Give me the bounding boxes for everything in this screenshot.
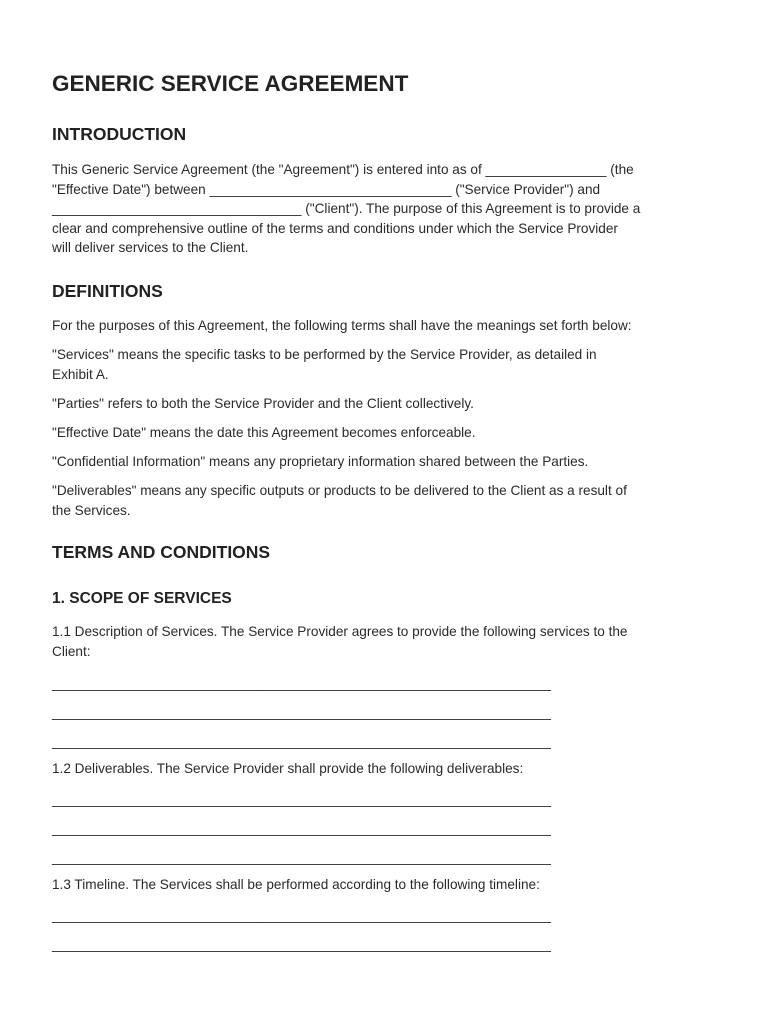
definitions-heading: DEFINITIONS bbox=[52, 281, 163, 301]
definition-services bbox=[52, 345, 720, 384]
definition-line: the Services. bbox=[52, 502, 131, 518]
introduction-line: clear and comprehensive outline of the terms and conditions under which the Service Provider bbox=[52, 220, 618, 236]
definition-line: "Parties" refers to both the Service Provider and the Client collectively. bbox=[52, 396, 474, 411]
definitions-intro-line: For the purposes of this Agreement, the following terms shall have the meanings set forth below: bbox=[52, 318, 632, 333]
definition-line: Exhibit A. bbox=[52, 366, 109, 382]
deliverables-blank-line[interactable]: __________________________________________________________________ bbox=[52, 821, 551, 836]
definition-confidential-information bbox=[52, 452, 720, 472]
clause-line: 1.2 Deliverables. The Service Provider shall provide the following deliverables: bbox=[52, 761, 524, 776]
clause-1-1 bbox=[52, 622, 720, 661]
introduction-line: _________________________________ ("Client"). The purpose of this Agreement is to provide a bbox=[52, 201, 641, 216]
introduction-paragraph bbox=[52, 160, 720, 258]
definition-line: "Confidential Information" means any proprietary information shared between the Parties. bbox=[52, 454, 589, 469]
services-blank-line[interactable]: __________________________________________________________________ bbox=[52, 676, 551, 691]
definition-line: "Services" means the specific tasks to be performed by the Service Provider, as detailed in bbox=[52, 347, 597, 362]
definition-parties bbox=[52, 394, 720, 414]
document-title: GENERIC SERVICE AGREEMENT bbox=[52, 71, 409, 96]
definitions-intro bbox=[52, 316, 720, 336]
services-blank-line[interactable]: __________________________________________________________________ bbox=[52, 705, 551, 720]
clause-line: 1.3 Timeline. The Services shall be performed according to the following timeline: bbox=[52, 877, 540, 892]
definition-effective-date bbox=[52, 423, 720, 443]
deliverables-blank-line[interactable]: __________________________________________________________________ bbox=[52, 792, 551, 807]
deliverables-blank-line[interactable]: __________________________________________________________________ bbox=[52, 850, 551, 865]
definition-deliverables bbox=[52, 481, 720, 520]
introduction-line: This Generic Service Agreement (the "Agreement") is entered into as of ________________ (the bbox=[52, 162, 634, 177]
timeline-blank-line[interactable]: __________________________________________________________________ bbox=[52, 908, 551, 923]
introduction-line: "Effective Date") between ________________________________ ("Service Provider") and bbox=[52, 181, 601, 197]
introduction-line: will deliver services to the Client. bbox=[52, 240, 249, 255]
scope-of-services-heading: 1. SCOPE OF SERVICES bbox=[52, 590, 232, 607]
clause-1-2 bbox=[52, 759, 720, 779]
terms-heading: TERMS AND CONDITIONS bbox=[52, 542, 271, 562]
clause-1-3 bbox=[52, 875, 720, 895]
services-blank-line[interactable]: __________________________________________________________________ bbox=[52, 734, 551, 749]
introduction-heading: INTRODUCTION bbox=[52, 124, 187, 144]
definition-line: "Effective Date" means the date this Agreement becomes enforceable. bbox=[52, 425, 476, 440]
definition-line: "Deliverables" means any specific outputs or products to be delivered to the Client as a result of bbox=[52, 483, 627, 498]
timeline-blank-line[interactable]: __________________________________________________________________ bbox=[52, 937, 551, 952]
clause-line: 1.1 Description of Services. The Service Provider agrees to provide the following services to the bbox=[52, 624, 628, 639]
clause-line: Client: bbox=[52, 643, 91, 659]
